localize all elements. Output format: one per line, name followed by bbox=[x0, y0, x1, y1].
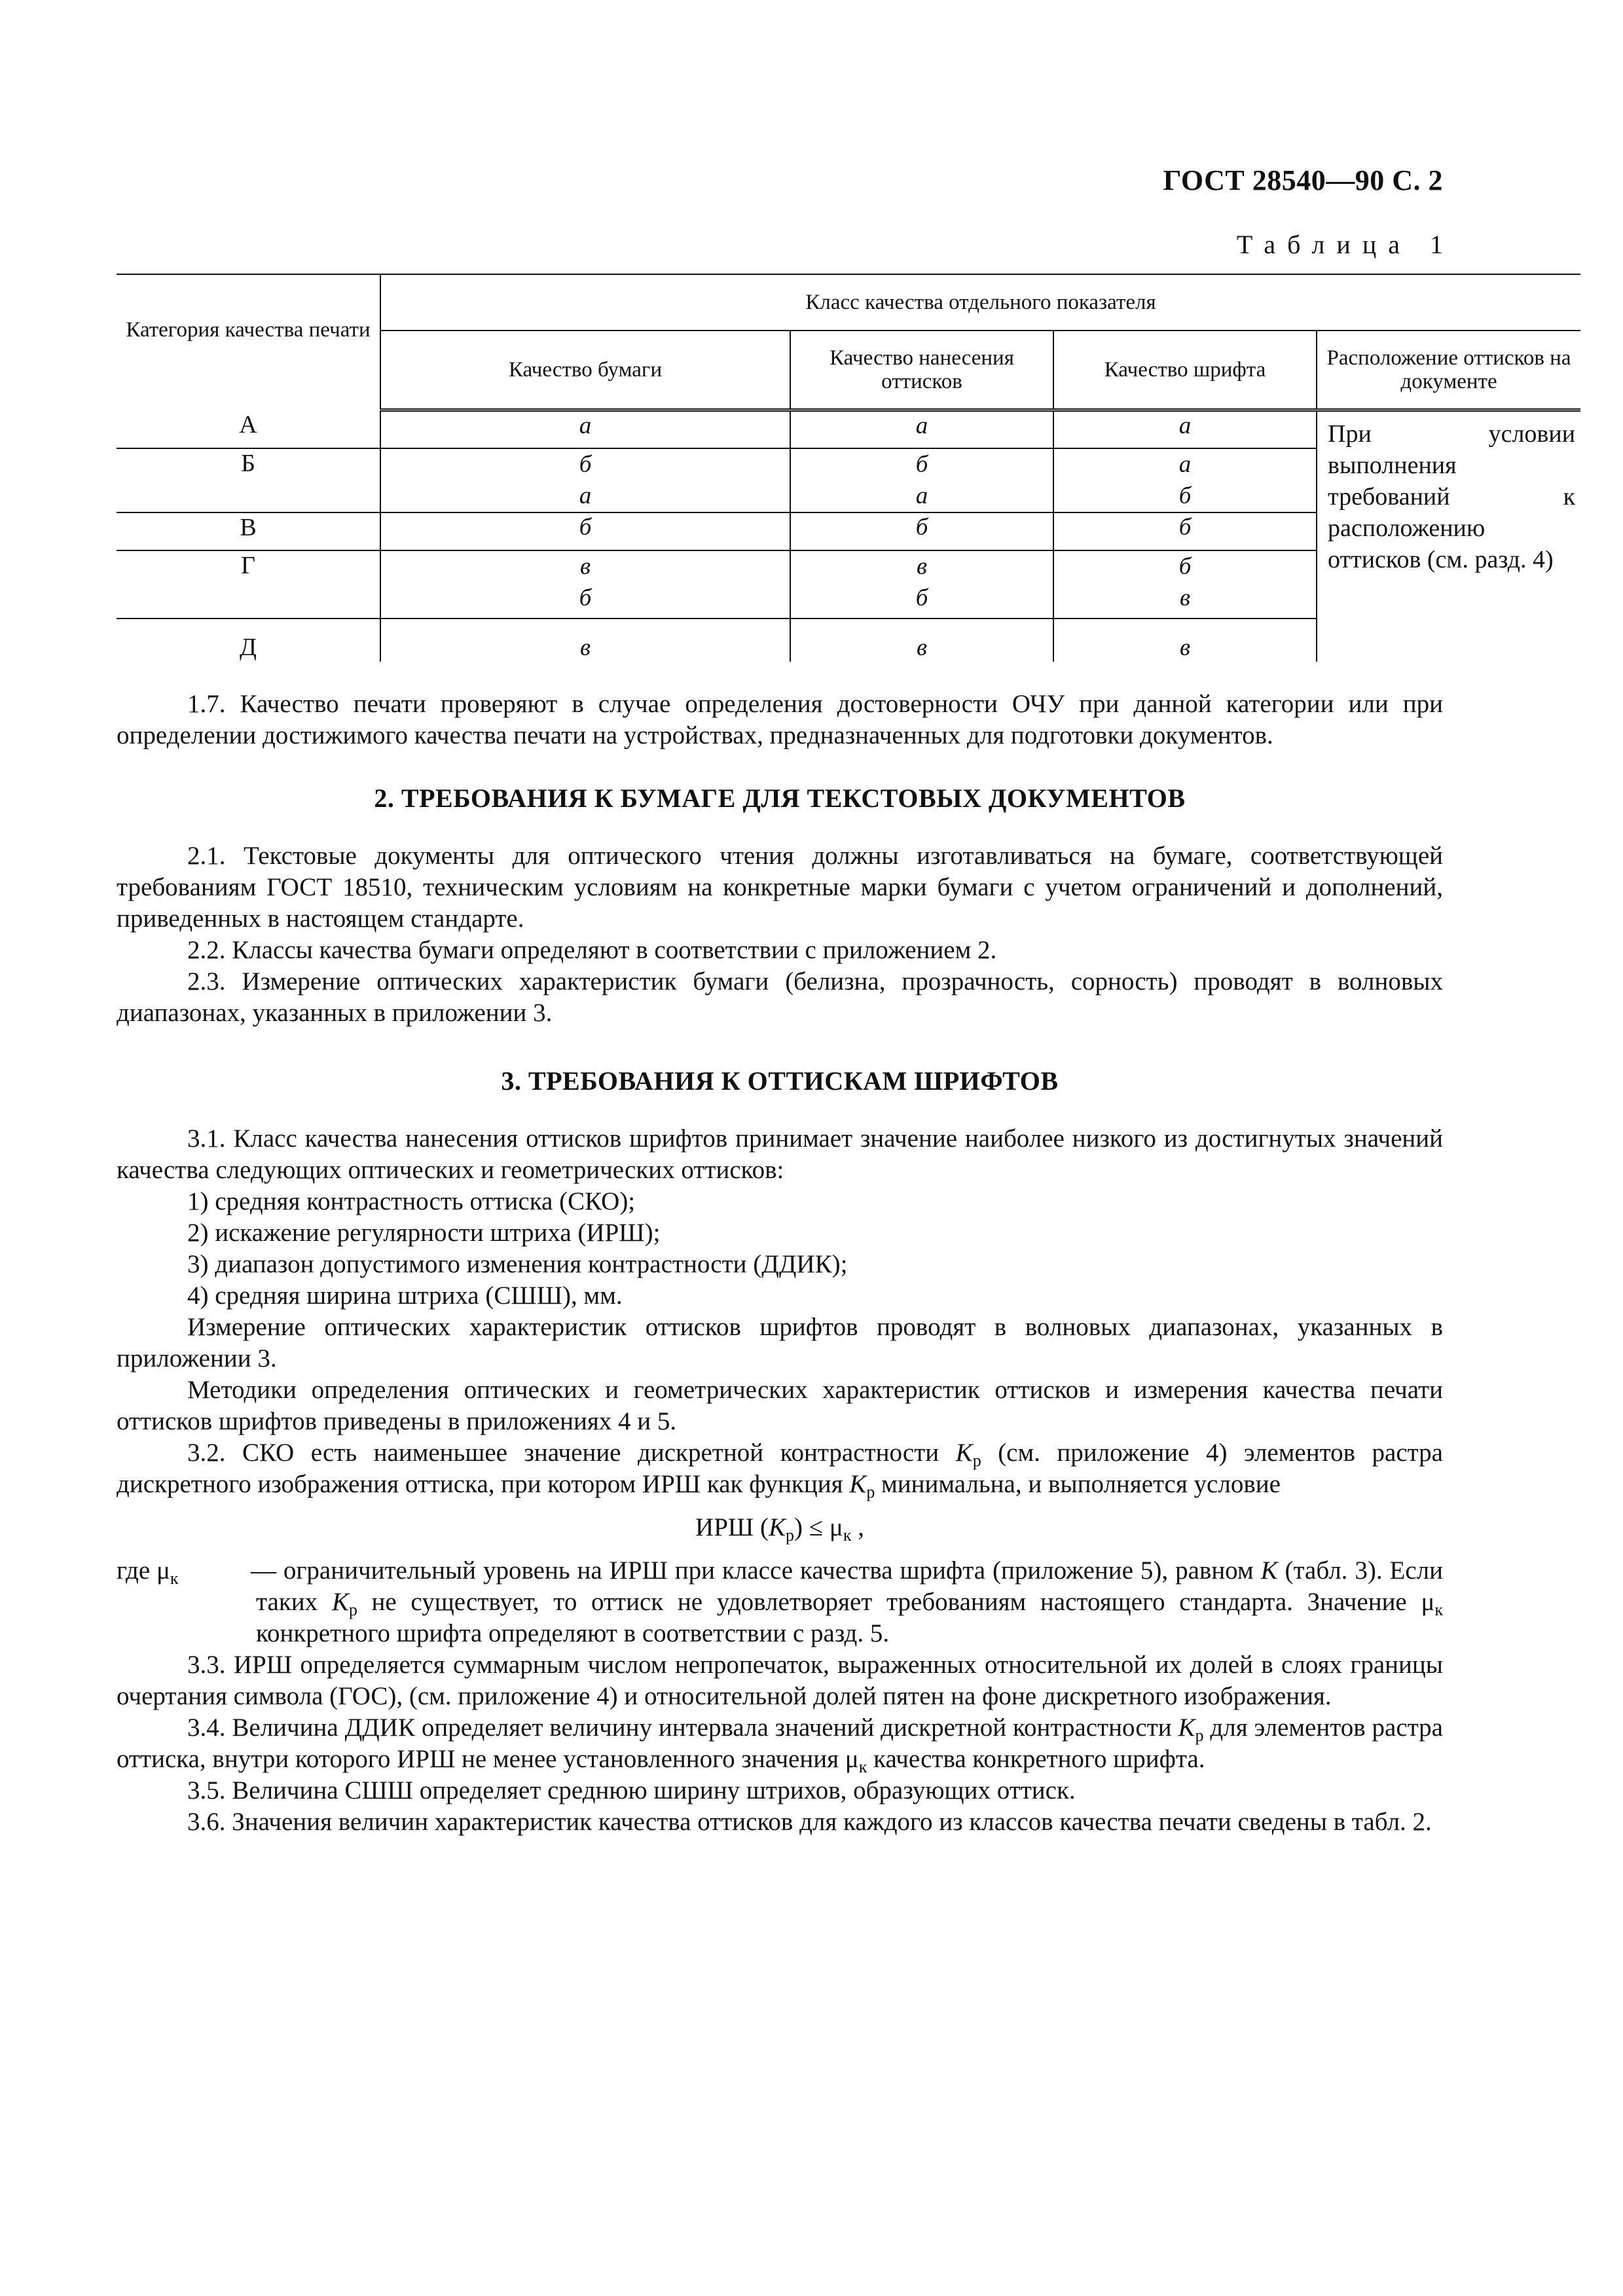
document-header: ГОСТ 28540—90 С. 2 bbox=[1163, 164, 1443, 196]
header-class-group: Класс качества отдельного показателя bbox=[380, 274, 1580, 331]
cell-impression: б а bbox=[790, 448, 1053, 512]
paragraph-1-7: 1.7. Качество печати проверяют в случае определения достоверности ОЧУ при данной категории или при определении достижимого качества печати на устройствах, предназначенных для подготовки документов. bbox=[117, 690, 1443, 749]
cell-paper: в bbox=[380, 619, 790, 662]
body-text bbox=[117, 689, 1443, 1838]
header-layout: Расположение оттисков на документе bbox=[1317, 331, 1580, 410]
cell-font: а б bbox=[1053, 448, 1317, 512]
paragraph-3-4: 3.4. Величина ДДИК определяет величину интервала значений дискретной контрастности $K_р$ для элементов растра оттиска, внутри которого ИРШ не менее установленного значения $\mu_к$ качества конкретного шрифта. bbox=[117, 1713, 1443, 1776]
cell-paper: в б bbox=[380, 550, 790, 619]
formula: ИРШ $(K_р) \le \mu_к$ , bbox=[695, 1513, 864, 1545]
list-item: 4) средняя ширина штриха (СШШ), мм. bbox=[187, 1282, 623, 1310]
cell-paper: б а bbox=[380, 448, 790, 512]
cell-category: В bbox=[117, 512, 380, 550]
header-font-quality: Качество шрифта bbox=[1053, 331, 1317, 410]
section-3-title: 3. ТРЕБОВАНИЯ К ОТТИСКАМ ШРИФТОВ bbox=[501, 1066, 1059, 1096]
paragraph-2-1: 2.1. Текстовые документы для оптического чтения должны изготавливаться на бумаге, соответствующей требованиям ГОСТ 18510, техническим условиям на конкретные марки бумаги с учетом ограничений и дополнений, приведенных в настоящем стандарте. bbox=[117, 842, 1443, 933]
header-impression-quality: Качество нанесения оттисков bbox=[790, 331, 1053, 410]
list-item: 3) диапазон допустимого изменения контрастности (ДДИК); bbox=[187, 1250, 848, 1278]
paragraph-2-3: 2.3. Измерение оптических характеристик бумаги (белизна, прозрачность, сорность) проводят в волновых диапазонах, указанных в приложении 3. bbox=[117, 967, 1443, 1027]
document-page bbox=[117, 0, 1576, 2296]
header-paper-quality: Качество бумаги bbox=[380, 331, 790, 410]
cell-impression: а bbox=[790, 410, 1053, 448]
cell-category: Г bbox=[117, 550, 380, 619]
paragraph-3-6: 3.6. Значения величин характеристик качества оттисков для каждого из классов качества печати сведены в табл. 2. bbox=[187, 1808, 1432, 1836]
paragraph-3-1-measurement: Измерение оптических характеристик оттисков шрифтов проводят в волновых диапазонах, указанных в приложении 3. bbox=[117, 1313, 1443, 1372]
paragraph-3-1-methods: Методики определения оптических и геометрических характеристик оттисков и измерения качества печати оттисков шрифтов приведены в приложениях 4 и 5. bbox=[117, 1376, 1443, 1435]
cell-category: Б bbox=[117, 448, 380, 512]
paragraph-3-3: 3.3. ИРШ определяется суммарным числом непропечаток, выраженных относительной их долей в слоях границы очертания символа (ГОС), (см. приложение 4) и относительной долей пятен на фоне дискретного изображения. bbox=[117, 1651, 1443, 1710]
list-item: 1) средняя контрастность оттиска (СКО); bbox=[187, 1187, 636, 1215]
cell-paper: а bbox=[380, 410, 790, 448]
cell-layout-note: При условии выполнения требований к расположению оттисков (см. разд. 4) bbox=[1328, 420, 1576, 573]
cell-font: в bbox=[1053, 619, 1317, 662]
header-category: Категория качества печати bbox=[117, 274, 380, 410]
formula-where-clause: где $\mu_к$ — ограничительный уровень на ИРШ при классе качества шрифта (приложение 5), равном K (табл. 3). Если таких $K_р$ не существует, то оттиск не удовлетворяет требованиям настоящего стандарта. Значение $\mu_к$ конкретного шрифта определяют в соответствии с разд. 5. bbox=[117, 1556, 1443, 1647]
paragraph-2-2: 2.2. Классы качества бумаги определяют в соответствии с приложением 2. bbox=[187, 936, 997, 964]
cell-font: б в bbox=[1053, 550, 1317, 619]
cell-impression: в б bbox=[790, 550, 1053, 619]
paragraph-3-1: 3.1. Класс качества нанесения оттисков шрифтов принимает значение наиболее низкого из достигнутых значений качества следующих оптических и геометрических оттисков: bbox=[117, 1124, 1443, 1184]
cell-category: Д bbox=[117, 619, 380, 662]
cell-impression: в bbox=[790, 619, 1053, 662]
cell-impression: б bbox=[790, 512, 1053, 550]
section-2-title: 2. ТРЕБОВАНИЯ К БУМАГЕ ДЛЯ ТЕКСТОВЫХ ДОКУМЕНТОВ bbox=[374, 783, 1186, 813]
paragraph-3-2: 3.2. СКО есть наименьшее значение дискретной контрастности $K_р$ (см. приложение 4) элементов растра дискретного изображения оттиска, при котором ИРШ как функция $K_р$ минимальна, и выполняется условие bbox=[117, 1439, 1443, 1501]
cell-font: а bbox=[1053, 410, 1317, 448]
table-caption: Таблица 1 bbox=[1236, 230, 1455, 259]
cell-paper: б bbox=[380, 512, 790, 550]
table-row bbox=[117, 410, 1580, 448]
list-item: 2) искажение регулярности штриха (ИРШ); bbox=[187, 1219, 661, 1247]
cell-font: б bbox=[1053, 512, 1317, 550]
cell-category: А bbox=[117, 410, 380, 448]
paragraph-3-5: 3.5. Величина СШШ определяет среднюю ширину штрихов, образующих оттиск. bbox=[187, 1776, 1076, 1804]
quality-table bbox=[117, 274, 1580, 662]
